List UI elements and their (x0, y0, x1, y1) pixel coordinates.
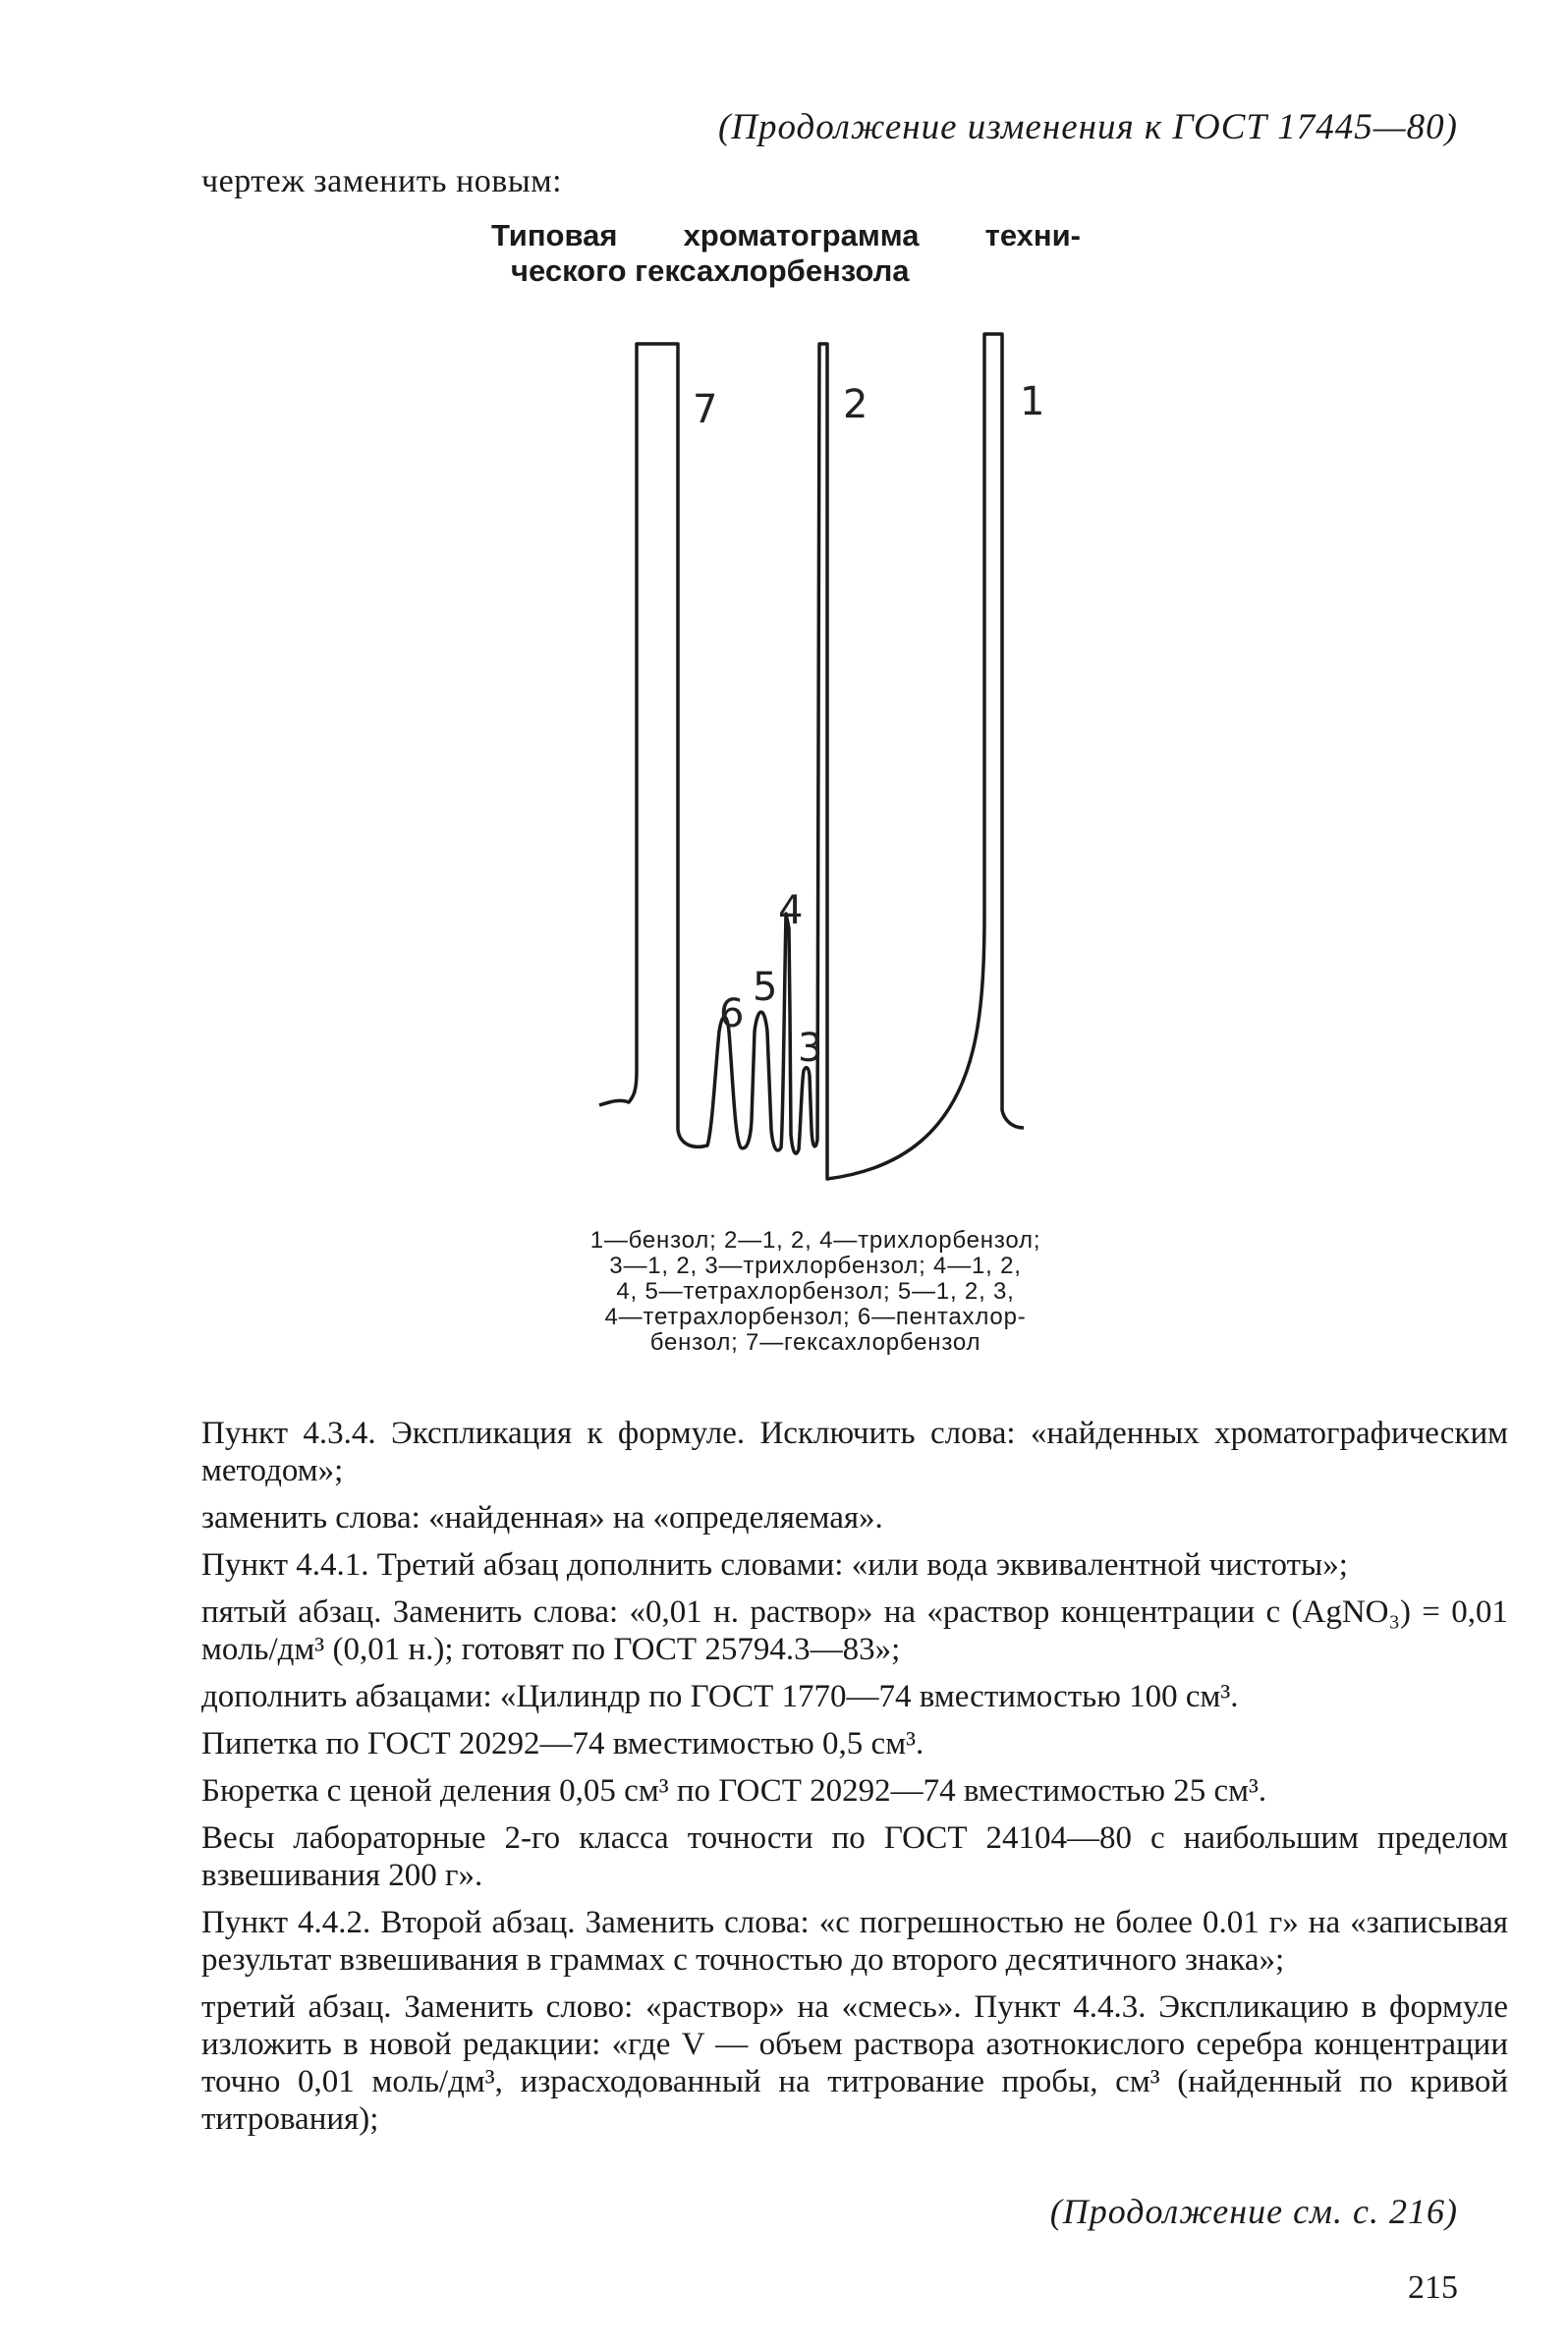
peak-label-5: 5 (753, 965, 778, 1010)
peak-label-2: 2 (843, 382, 868, 427)
paragraph-4-4-2: Пункт 4.4.2. Второй абзац. Заменить слова: «с погрешностью не более 0.01 г» на «записывая результат взвешивания в граммах с точностью до второго десятичного знака»; (201, 1905, 1508, 1978)
figure-legend (550, 1228, 1081, 1356)
legend-line: 3—1, 2, 3—трихлорбензол; 4—1, 2, (609, 1253, 1022, 1279)
paragraph-burette: Бюретка с ценой деления 0,05 см³ по ГОСТ 20292—74 вместимостью 25 см³. (201, 1773, 1267, 1809)
paragraph-4-3-4: Пункт 4.3.4. Экспликация к формуле. Исключить слова: «найденных хроматографическим методом»; (201, 1416, 1508, 1488)
peak-label-3: 3 (798, 1026, 823, 1071)
paragraph-scales: Весы лабораторные 2-го класса точности по ГОСТ 24104—80 с наибольшим пределом взвешивания 200 г». (201, 1820, 1508, 1893)
legend-line: 4—тетрахлорбензол; 6—пентахлор- (604, 1304, 1027, 1330)
body-text (201, 1415, 1508, 2148)
legend-line: бензол; 7—гексахлорбензол (649, 1329, 981, 1356)
paragraph-third: третий абзац. Заменить слово: «раствор» на «смесь». Пункт 4.4.3. Экспликацию в формуле изложить в новой редакции: «где V — объем раствора азотнокислого серебра концентрации точно 0,01 моль/дм³, израсходованный на титрование пробы, см³ (найденный по кривой титрования); (201, 1989, 1508, 2137)
figure-title-word-1: Типовая (491, 218, 618, 252)
peak-label-7: 7 (693, 387, 718, 432)
paragraph-4-4-1: Пункт 4.4.1. Третий абзац дополнить словами: «или вода эквивалентной чистоты»; (201, 1547, 1348, 1583)
footer-continuation: (Продолжение см. с. 216) (1049, 2192, 1458, 2231)
paragraph-pipette: Пипетка по ГОСТ 20292—74 вместимостью 0,5 см³. (201, 1726, 924, 1761)
figure-title-line-2: ческого гексахлорбензола (511, 253, 910, 288)
paragraph-cylinder: дополнить абзацами: «Цилиндр по ГОСТ 1770—74 вместимостью 100 см³. (201, 1679, 1239, 1714)
intro-text: чертеж заменить новым: (201, 163, 563, 199)
header-continuation: (Продолжение изменения к ГОСТ 17445—80) (717, 107, 1458, 147)
peak-label-6: 6 (719, 991, 745, 1036)
paragraph-replace-words: заменить слова: «найденная» на «определяемая». (201, 1500, 883, 1536)
figure-title (491, 218, 1081, 289)
peak-label-4: 4 (778, 888, 804, 933)
legend-line: 4, 5—тетрахлорбензол; 5—1, 2, 3, (616, 1278, 1015, 1305)
page-number: 215 (1408, 2269, 1458, 2306)
peak-labels (580, 324, 1081, 1208)
legend-line: 1—бензол; 2—1, 2, 4—трихлорбензол; (589, 1227, 1041, 1254)
figure-title-word-2: хроматограмма (683, 218, 920, 252)
figure-title-word-3: техни- (984, 218, 1081, 252)
paragraph-fifth: пятый абзац. Заменить слова: «0,01 н. раствор» на «раствор концентрации с (AgNO₃) = 0,01 моль/дм³ (0,01 н.); готовят по ГОСТ 25794.3—83»; (201, 1594, 1508, 1667)
peak-label-1: 1 (1020, 379, 1045, 424)
